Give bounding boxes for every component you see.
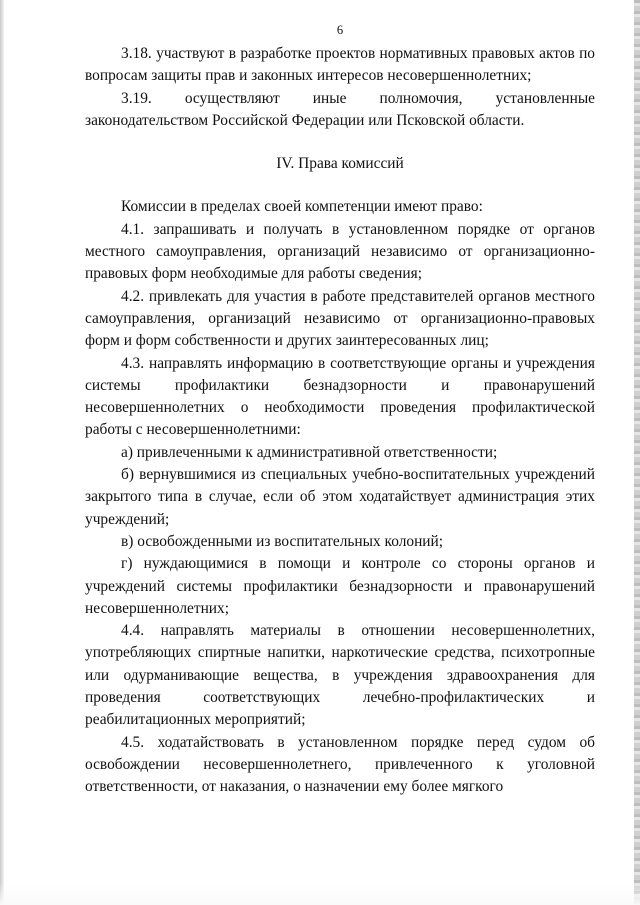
- page-number: 6: [336, 23, 344, 37]
- clause-4-5: 4.5. ходатайствовать в установленном порядке перед судом об освобождении несовершеннолетнего, привлеченного к уголовной ответственности, от наказания, о назначении ему более мягкого: [85, 733, 595, 796]
- page-bottom-edge: [0, 883, 640, 905]
- top-clauses: [85, 43, 595, 132]
- subclause-v: в) освобожденными из воспитательных колоний;: [121, 532, 444, 550]
- section-body: [85, 196, 595, 798]
- section-heading: IV. Права комиссий: [276, 155, 404, 173]
- scan-edge-right: [634, 0, 640, 905]
- clause-4-4: 4.4. направлять материалы в отношении несовершеннолетних, употребляющих спиртные напитки, наркотические средства, психотропные или одурманивающие вещества, в учреждения здравоохранения для проведения соответствующих лечебно-профилактических и реабилитационных мероприятий;: [85, 622, 595, 729]
- clause-4-2: 4.2. привлекать для участия в работе представителей органов местного самоуправления, организаций независимо от организационно-правовых форм и форм собственности и других заинтересованных лиц;: [85, 287, 595, 350]
- subclause-a: а) привлеченными к административной ответственности;: [121, 443, 498, 461]
- document-page: [85, 22, 595, 799]
- clause-3-18: 3.18. участвуют в разработке проектов нормативных правовых актов по вопросам защиты прав и законных интересов несовершеннолетних;: [85, 45, 595, 85]
- subclause-b: б) вернувшимися из специальных учебно-воспитательных учреждений закрытого типа в случае, если об этом ходатайствует администрация этих учреждений;: [85, 466, 595, 528]
- clause-4-3: 4.3. направлять информацию в соответствующие органы и учреждения системы профилактики безнадзорности и правонарушений несовершеннолетних о необходимости проведения профилактической работы с несовершеннолетними:: [85, 354, 595, 439]
- section-intro: Комиссии в пределах своей компетенции имеют право:: [121, 198, 483, 216]
- clause-4-1: 4.1. запрашивать и получать в установленном порядке от органов местного самоуправления, организаций независимо от организационно-правовых форм необходимые для работы сведения;: [85, 220, 595, 283]
- scan-edge-left: [0, 0, 4, 905]
- subclause-g: г) нуждающимися в помощи и контроле со стороны органов и учреждений системы профилактики безнадзорности и правонарушений несовершеннолетних;: [85, 555, 595, 617]
- clause-3-19: 3.19. осуществляют иные полномочия, установленные законодательством Российской Федерации или Псковской области.: [85, 89, 595, 129]
